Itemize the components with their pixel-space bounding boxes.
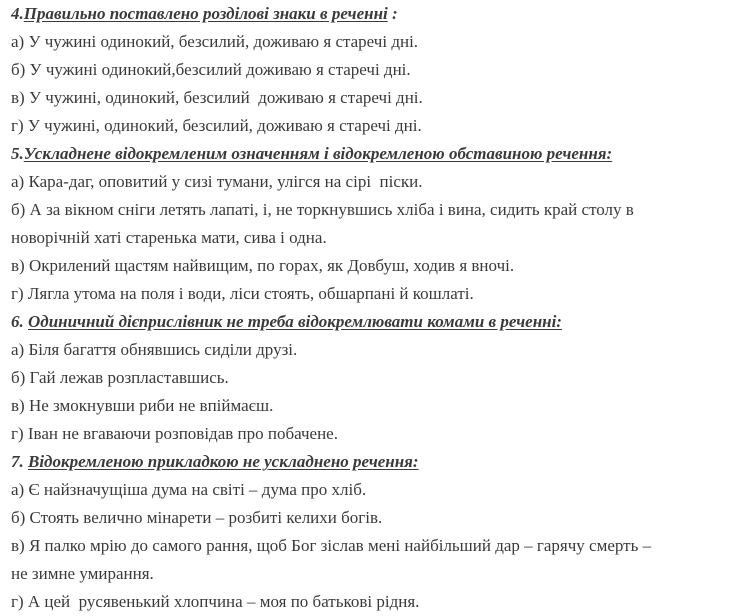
answer-option: г) А цей русявенький хлопчина – моя по батькові рідня.	[11, 592, 420, 611]
answer-option: в) У чужині, одинокий, безсилий доживаю я старечі дні.	[11, 88, 423, 107]
answer-option: б) Стоять велично мінарети – розбиті келихи богів.	[11, 508, 383, 527]
answer-option: а) Біля багаття обнявшись сиділи друзі.	[11, 340, 298, 359]
question-text: Ускладнене відокремленим означенням і відокремленою обставиною речення:	[23, 144, 613, 163]
question-text: Одиничний дієприслівник не треба відокремлювати комами в реченні:	[28, 312, 562, 331]
answer-option: б) У чужині одинокий,безсилий доживаю я старечі дні.	[11, 60, 411, 79]
answer-option: г) У чужині, одинокий, безсилий, доживаю я старечі дні.	[11, 116, 422, 135]
question-suffix: :	[387, 4, 398, 23]
question-heading	[11, 140, 726, 168]
answer-option: в) Окрилений щастям найвищим, по горах, як Довбуш, ходив я вночі.	[11, 256, 515, 275]
answer-option: в) Не змокнувши риби не впіймаєш.	[11, 396, 274, 415]
answer-option: новорічній хаті старенька мати, сива і одна.	[11, 228, 327, 247]
answer-option: а) Є найзначущіша дума на світі – дума про хліб.	[11, 480, 367, 499]
question-heading	[11, 308, 726, 336]
question-number: 5.	[11, 144, 24, 163]
question-number: 6.	[11, 312, 24, 331]
answer-option: б) А за вікном сніги летять лапаті, і, не торкнувшись хліба і вина, сидить край столу в	[11, 200, 634, 219]
question-text: Правильно поставлено розділові знаки в реченні	[23, 4, 388, 23]
question-heading	[11, 0, 726, 28]
answer-option: г) Іван не вгаваючи розповідав про побачене.	[11, 424, 338, 443]
question-heading	[11, 448, 726, 476]
answer-option: а) У чужині одинокий, безсилий, доживаю я старечі дні.	[11, 32, 419, 51]
answer-option: г) Лягла утома на поля і води, ліси стоять, обшарпані й кошлаті.	[11, 284, 474, 303]
answer-option: в) Я палко мрію до самого рання, щоб Бог зіслав мені найбільший дар – гарячу смерть –	[11, 536, 652, 555]
question-number: 4.	[11, 4, 24, 23]
quiz-document	[11, 0, 726, 616]
question-text: Відокремленою прикладкою не ускладнено речення:	[28, 452, 419, 471]
answer-option: а) Кара-даг, оповитий у сизі тумани, улігся на сірі піски.	[11, 172, 423, 191]
question-number: 7.	[11, 452, 24, 471]
answer-option: б) Гай лежав розпластавшись.	[11, 368, 229, 387]
answer-option: не зимне умирання.	[11, 564, 154, 583]
